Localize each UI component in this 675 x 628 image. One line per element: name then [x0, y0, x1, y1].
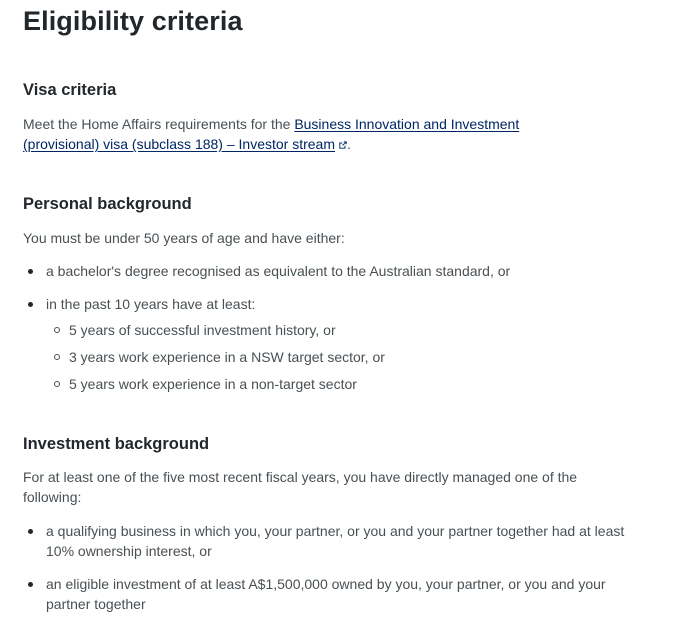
sub-bullet-ring [54, 327, 60, 333]
page-title: Eligibility criteria [23, 6, 243, 36]
sub-list-item [23, 374, 357, 394]
visa-intro-text: Meet the Home Affairs requirements for the [23, 116, 295, 132]
list-item [23, 261, 653, 281]
list-item-text: a bachelor's degree recognised as equivalent to the Australian standard, or [46, 263, 511, 279]
investment-background-heading: Investment background [23, 435, 210, 453]
sub-bullet-ring [54, 354, 60, 360]
personal-background-intro: You must be under 50 years of age and have either: [23, 230, 345, 246]
sub-bullet-ring [54, 381, 60, 387]
external-link-icon [339, 141, 347, 149]
visa-link-line2: (provisional) visa (subclass 188) – Investor stream [23, 136, 336, 152]
bullet-dot [28, 269, 33, 274]
visa-link-line1: Business Innovation and Investment [294, 116, 520, 132]
list-item-text: a qualifying business in which you, your partner, or you and your partner together had at least 10% ownership interest, or [46, 523, 625, 559]
list-item-text: an eligible investment of at least A$1,500,000 owned by you, your partner, or you and your partner together [46, 576, 606, 612]
sub-list-item-text: 3 years work experience in a NSW target sector, or [69, 349, 385, 365]
visa-criteria-heading: Visa criteria [23, 81, 117, 99]
sub-list-item-text: 5 years work experience in a non-target sector [69, 376, 357, 392]
investment-background-intro: For at least one of the five most recent fiscal years, you have directly managed one of the following: [23, 469, 578, 505]
sub-list-item [23, 320, 336, 340]
list-item-text: in the past 10 years have at least: [46, 296, 256, 312]
bullet-dot [28, 302, 33, 307]
sub-list-item-text: 5 years of successful investment history, or [69, 322, 336, 338]
visa-criteria-text [23, 114, 623, 154]
bullet-dot [28, 529, 33, 534]
list-item [23, 574, 648, 614]
list-item [23, 294, 653, 314]
personal-background-heading: Personal background [23, 195, 192, 213]
visa-trailing-period: . [347, 136, 351, 152]
bullet-dot [28, 582, 33, 587]
sub-list-item [23, 347, 385, 367]
list-item [23, 521, 648, 561]
